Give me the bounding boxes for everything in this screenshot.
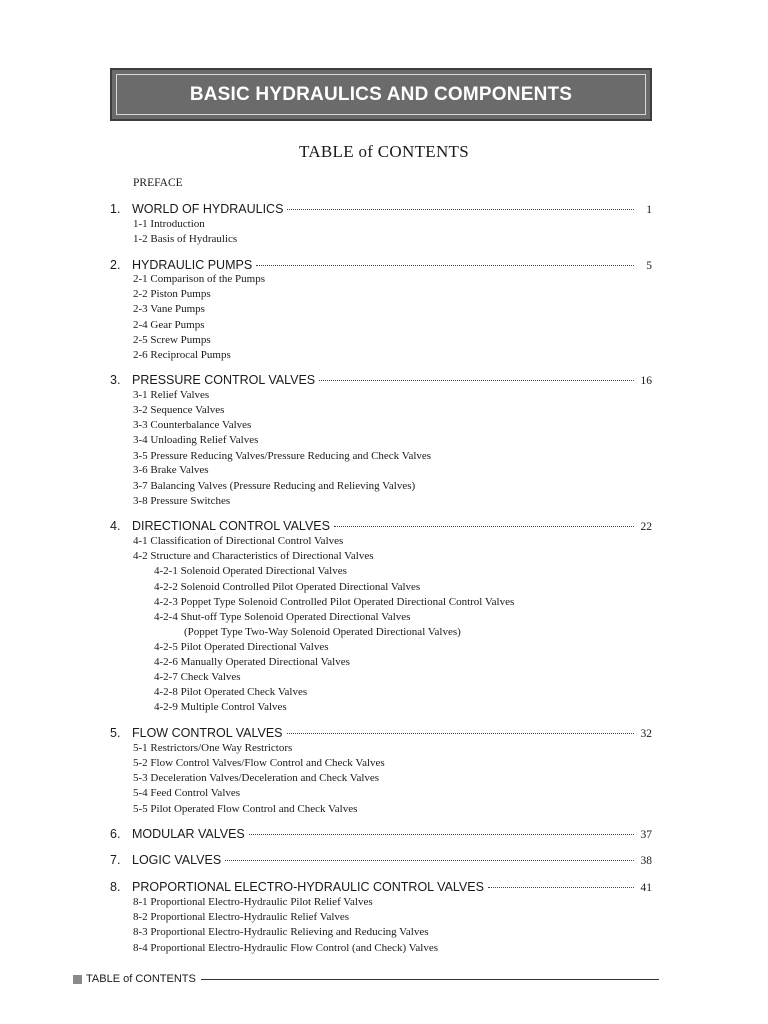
toc-subentry[interactable]: 2-4 Gear Pumps	[133, 319, 205, 331]
page-number: 1	[646, 204, 652, 216]
dot-leader	[225, 860, 634, 861]
page-number: 38	[640, 855, 652, 867]
toc-subentry[interactable]: 2-2 Piston Pumps	[133, 288, 211, 300]
chapter-1-row[interactable]	[110, 202, 652, 218]
chapter-number: 2.	[110, 258, 121, 272]
toc-subentry[interactable]: 5-4 Feed Control Valves	[133, 787, 241, 799]
page-number: 5	[646, 260, 652, 272]
chapter-number: 1.	[110, 202, 121, 216]
toc-subentry[interactable]: 3-7 Balancing Valves (Pressure Reducing and Relieving Valves)	[133, 480, 416, 492]
toc-subsubentry[interactable]: 4-2-8 Pilot Operated Check Valves	[154, 686, 308, 698]
toc-subentry[interactable]: 5-1 Restrictors/One Way Restrictors	[133, 742, 293, 754]
dot-leader	[287, 209, 634, 210]
dot-leader	[256, 265, 634, 266]
toc-subsubentry[interactable]: 4-2-3 Poppet Type Solenoid Controlled Pilot Operated Directional Control Valves	[154, 596, 515, 608]
chapter-6-row[interactable]	[110, 827, 652, 843]
chapter-title: HYDRAULIC PUMPS	[132, 258, 253, 272]
chapter-5-row[interactable]	[110, 726, 652, 742]
toc-subentry[interactable]: 5-2 Flow Control Valves/Flow Control and Check Valves	[133, 757, 385, 769]
toc-subentry[interactable]: 3-8 Pressure Switches	[133, 495, 231, 507]
toc-subsubentry[interactable]: 4-2-1 Solenoid Operated Directional Valves	[154, 565, 347, 577]
toc-subentry[interactable]: 8-2 Proportional Electro-Hydraulic Relief Valves	[133, 911, 350, 923]
toc-subentry[interactable]: 3-4 Unloading Relief Valves	[133, 434, 259, 446]
chapter-title: MODULAR VALVES	[132, 827, 245, 841]
toc-subsubentry[interactable]: 4-2-6 Manually Operated Directional Valves	[154, 656, 350, 668]
toc-subentry[interactable]: 5-5 Pilot Operated Flow Control and Check Valves	[133, 803, 358, 815]
dot-leader	[334, 526, 634, 527]
chapter-title: PRESSURE CONTROL VALVES	[132, 373, 316, 387]
page-number: 37	[640, 829, 652, 841]
chapter-number: 8.	[110, 880, 121, 894]
toc-subsubentry[interactable]: 4-2-2 Solenoid Controlled Pilot Operated Directional Valves	[154, 581, 421, 593]
chapter-2-row[interactable]	[110, 258, 652, 274]
banner-title: BASIC HYDRAULICS AND COMPONENTS	[116, 74, 646, 115]
dot-leader	[287, 733, 635, 734]
toc-subentry[interactable]: 3-6 Brake Valves	[133, 464, 209, 476]
chapter-number: 3.	[110, 373, 121, 387]
footer-rule	[201, 979, 659, 980]
chapter-8-row[interactable]	[110, 880, 652, 896]
dot-leader	[319, 380, 634, 381]
toc-subentry[interactable]: 5-3 Deceleration Valves/Deceleration and Check Valves	[133, 772, 380, 784]
chapter-number: 5.	[110, 726, 121, 740]
toc-subentry[interactable]: 2-1 Comparison of the Pumps	[133, 273, 265, 285]
chapter-7-row[interactable]	[110, 853, 652, 869]
chapter-number: 7.	[110, 853, 121, 867]
toc-subsubentry[interactable]: 4-2-5 Pilot Operated Directional Valves	[154, 641, 329, 653]
toc-subentry[interactable]: 3-3 Counterbalance Valves	[133, 419, 252, 431]
toc-subsubentry[interactable]: 4-2-9 Multiple Control Valves	[154, 701, 287, 713]
toc-subentry[interactable]: 4-2 Structure and Characteristics of Directional Valves	[133, 550, 374, 562]
page-number: 16	[640, 375, 652, 387]
toc-subentry[interactable]: 1-1 Introduction	[133, 218, 205, 230]
preface-entry: PREFACE	[133, 177, 183, 189]
toc-subentry[interactable]: 8-4 Proportional Electro-Hydraulic Flow Control (and Check) Valves	[133, 942, 438, 954]
toc-subentry[interactable]: 8-1 Proportional Electro-Hydraulic Pilot Relief Valves	[133, 896, 373, 908]
chapter-title: LOGIC VALVES	[132, 853, 222, 867]
chapter-title: DIRECTIONAL CONTROL VALVES	[132, 519, 330, 533]
toc-subsubentry-continuation[interactable]: (Poppet Type Two-Way Solenoid Operated Directional Valves)	[184, 626, 461, 638]
footer-label: TABLE of CONTENTS	[86, 973, 196, 985]
chapter-number: 6.	[110, 827, 121, 841]
chapter-title: WORLD OF HYDRAULICS	[132, 202, 284, 216]
toc-subentry[interactable]: 2-3 Vane Pumps	[133, 303, 205, 315]
toc-subsubentry[interactable]: 4-2-4 Shut-off Type Solenoid Operated Directional Valves	[154, 611, 411, 623]
toc-subentry[interactable]: 3-1 Relief Valves	[133, 389, 210, 401]
toc-subentry[interactable]: 1-2 Basis of Hydraulics	[133, 233, 238, 245]
toc-subsubentry[interactable]: 4-2-7 Check Valves	[154, 671, 241, 683]
footer-square-icon	[73, 975, 82, 984]
chapter-number: 4.	[110, 519, 121, 533]
chapter-4-row[interactable]	[110, 519, 652, 535]
dot-leader	[488, 887, 634, 888]
chapter-title: FLOW CONTROL VALVES	[132, 726, 283, 740]
toc-subentry[interactable]: 3-5 Pressure Reducing Valves/Pressure Reducing and Check Valves	[133, 450, 432, 462]
toc-subentry[interactable]: 2-6 Reciprocal Pumps	[133, 349, 231, 361]
page-number: 32	[640, 728, 652, 740]
toc-heading: TABLE of CONTENTS	[299, 142, 469, 161]
title-banner	[110, 68, 652, 121]
page-number: 41	[640, 882, 652, 894]
page-footer	[73, 972, 659, 986]
chapter-3-row[interactable]	[110, 373, 652, 389]
chapter-title: PROPORTIONAL ELECTRO-HYDRAULIC CONTROL VALVES	[132, 880, 484, 894]
toc-subentry[interactable]: 8-3 Proportional Electro-Hydraulic Relieving and Reducing Valves	[133, 926, 429, 938]
toc-subentry[interactable]: 2-5 Screw Pumps	[133, 334, 211, 346]
dot-leader	[249, 834, 634, 835]
toc-subentry[interactable]: 4-1 Classification of Directional Control Valves	[133, 535, 344, 547]
page-number: 22	[640, 521, 652, 533]
toc-subentry[interactable]: 3-2 Sequence Valves	[133, 404, 225, 416]
